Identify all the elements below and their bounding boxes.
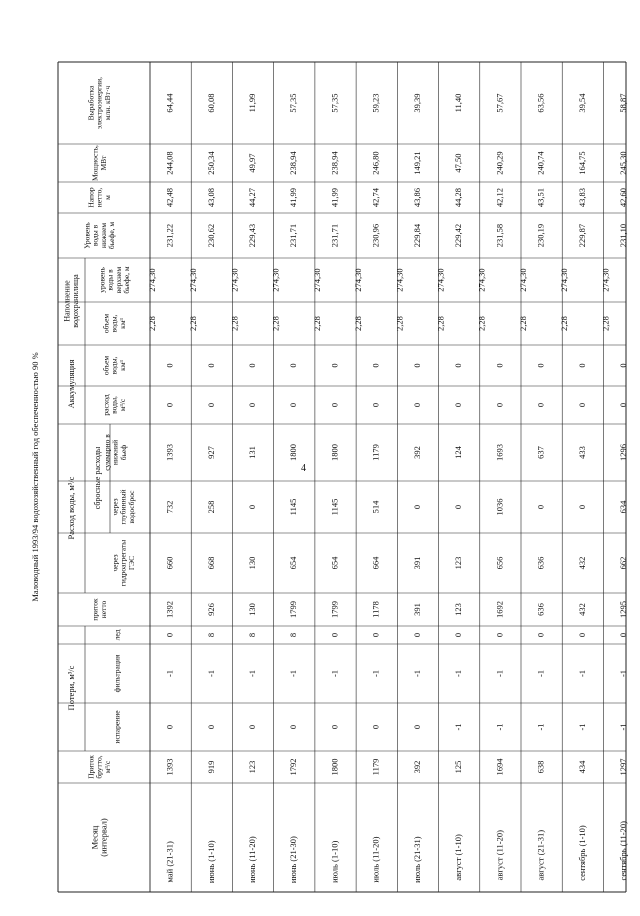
cell-units: 391	[411, 556, 422, 570]
header-deep: через	[110, 498, 120, 516]
cell-energy: 64,44	[164, 93, 175, 113]
cell-total: 927	[205, 446, 216, 459]
cell-units: 660	[164, 556, 175, 570]
cell-inflow-gross: 434	[576, 760, 587, 774]
header-head: нетто,	[94, 187, 104, 208]
header-filtration: фильтрация	[112, 654, 122, 693]
cell-hw-level: 274,30	[600, 268, 611, 292]
cell-units: 130	[247, 556, 258, 570]
cell-deep: 0	[411, 504, 422, 510]
cell-total: 433	[576, 446, 587, 459]
header-accum-flow: расход	[101, 394, 111, 416]
cell-month: июль (1-10)	[329, 840, 340, 883]
header-losses: Потери, м³/с	[65, 665, 76, 711]
cell-ice: 0	[329, 632, 340, 638]
cell-inflow-gross: 1393	[164, 758, 175, 776]
header-tw-level: Уровень	[82, 222, 92, 249]
cell-filtration: -1	[370, 669, 381, 678]
cell-hw-level: 274,30	[188, 268, 199, 292]
cell-power: 238,94	[288, 151, 299, 175]
header-total: суммарно в	[102, 434, 112, 471]
cell-filtration: -1	[329, 669, 340, 678]
cell-accum-volume: 0	[453, 363, 464, 368]
cell-head: 42,60	[618, 187, 629, 208]
cell-inflow-net: 926	[205, 603, 216, 616]
header-accumulation: Аккумуляция	[65, 359, 76, 409]
cell-filtration: -1	[411, 669, 422, 678]
cell-inflow-net: 1392	[164, 601, 175, 618]
cell-head: 42,48	[164, 187, 175, 208]
cell-power: 250,34	[205, 151, 216, 175]
header-flow: Расход воды, м³/с	[65, 476, 76, 540]
header-units: гидроагрегаты	[118, 539, 128, 587]
cell-month: август (11-20)	[494, 830, 505, 881]
cell-deep: 0	[535, 504, 546, 510]
cell-tw-level: 230,19	[535, 223, 546, 248]
cell-inflow-gross: 392	[411, 760, 422, 774]
header-month: Месяц	[89, 825, 100, 850]
cell-month: июль (21-31)	[411, 836, 422, 883]
cell-deep: 634	[618, 500, 629, 514]
cell-accum-flow: 0	[494, 402, 505, 408]
cell-units: 668	[205, 556, 216, 570]
cell-units: 656	[494, 556, 505, 570]
cell-fill-volume: 2,28	[229, 316, 240, 331]
cell-ice: 0	[576, 632, 587, 638]
cell-head: 43,86	[411, 187, 422, 208]
header-filling: Наполнение	[62, 280, 72, 322]
header-energy: электроэнергии,	[94, 77, 104, 129]
cell-fill-volume: 2,28	[146, 316, 157, 331]
header-accum-volume: км³	[117, 360, 127, 371]
cell-evaporation: 0	[164, 724, 175, 730]
cell-total: 1800	[288, 444, 299, 461]
cell-fill-volume: 2,28	[435, 316, 446, 331]
cell-energy: 63,56	[535, 93, 546, 113]
cell-total: 1296	[618, 444, 629, 461]
cell-tw-level: 229,43	[247, 223, 258, 248]
cell-inflow-gross: 919	[205, 760, 216, 774]
cell-inflow-gross: 638	[535, 760, 546, 774]
cell-inflow-net: 391	[411, 603, 422, 616]
cell-hw-level: 274,30	[353, 268, 364, 292]
cell-inflow-net: 1799	[288, 601, 299, 618]
cell-filtration: -1	[164, 669, 175, 678]
cell-month: июнь (21-30)	[288, 836, 299, 884]
cell-filtration: -1	[576, 669, 587, 678]
cell-tw-level: 229,42	[453, 223, 464, 248]
cell-power: 164,75	[576, 151, 587, 175]
header-power: МВт	[98, 155, 108, 171]
header-units: через	[110, 554, 120, 572]
cell-month: июнь (1-10)	[205, 840, 216, 884]
cell-evaporation: -1	[535, 723, 546, 731]
cell-units: 123	[453, 556, 464, 570]
header-filling: водохранилища	[71, 274, 81, 328]
cell-accum-volume: 0	[288, 363, 299, 368]
cell-inflow-net: 636	[535, 603, 546, 616]
cell-filtration: -1	[494, 669, 505, 678]
cell-head: 42,12	[494, 187, 505, 208]
cell-filtration: -1	[535, 669, 546, 678]
cell-total: 1393	[164, 444, 175, 461]
cell-ice: 0	[453, 632, 464, 638]
cell-accum-flow: 0	[576, 402, 587, 408]
cell-units: 664	[370, 556, 381, 570]
cell-power: 244,08	[164, 151, 175, 175]
cell-deep: 0	[453, 504, 464, 510]
cell-power: 245,30	[618, 151, 629, 175]
cell-tw-level: 230,96	[370, 223, 381, 248]
rotated-table	[30, 62, 640, 892]
header-power: Мощность,	[90, 145, 100, 181]
cell-power: 49,97	[247, 153, 258, 173]
cell-units: 432	[576, 556, 587, 570]
cell-fill-volume: 2,28	[559, 316, 570, 331]
cell-month: июль (11-20)	[370, 836, 381, 883]
header-inflow-gross: брутто,	[94, 755, 104, 779]
cell-ice: 8	[288, 632, 299, 638]
cell-evaporation: -1	[453, 723, 464, 731]
cell-hw-level: 274,30	[435, 268, 446, 292]
cell-month: сентябрь (11-20)	[618, 821, 629, 881]
cell-accum-flow: 0	[164, 402, 175, 408]
cell-energy: 59,23	[370, 93, 381, 113]
header-fill-volume: воды,	[109, 314, 119, 333]
cell-total: 1693	[494, 444, 505, 462]
cell-total: 1179	[370, 444, 381, 461]
cell-tw-level: 230,62	[205, 223, 216, 248]
header-hw-level: уровень	[97, 267, 107, 293]
cell-deep: 0	[247, 504, 258, 510]
cell-fill-volume: 2,28	[517, 316, 528, 331]
cell-deep: 514	[370, 500, 381, 514]
cell-fill-volume: 2,28	[476, 316, 487, 331]
cell-ice: 0	[370, 632, 381, 638]
header-accum-flow: м³/с	[117, 398, 127, 412]
cell-hw-level: 274,30	[311, 268, 322, 292]
cell-inflow-gross: 1694	[494, 758, 505, 776]
cell-inflow-net: 130	[247, 603, 258, 616]
cell-month: август (21-31)	[535, 829, 546, 881]
header-total: бьеф	[118, 444, 128, 461]
cell-deep: 732	[164, 500, 175, 514]
cell-tw-level: 229,84	[411, 223, 422, 248]
cell-accum-flow: 0	[329, 402, 340, 408]
cell-head: 43,51	[535, 187, 546, 208]
cell-accum-volume: 0	[576, 363, 587, 368]
cell-accum-flow: 0	[288, 402, 299, 408]
header-deep: глубинный	[118, 489, 128, 525]
cell-tw-level: 231,71	[329, 223, 340, 248]
cell-tw-level: 231,71	[288, 223, 299, 248]
cell-evaporation: 0	[370, 724, 381, 730]
cell-inflow-gross: 1792	[288, 758, 299, 776]
cell-hw-level: 274,30	[517, 268, 528, 292]
cell-energy: 57,35	[329, 93, 340, 113]
cell-head: 43,83	[576, 187, 587, 208]
cell-evaporation: -1	[576, 723, 587, 731]
header-total: нижний	[110, 439, 120, 466]
cell-hw-level: 274,30	[559, 268, 570, 292]
cell-total: 131	[247, 446, 258, 459]
cell-accum-volume: 0	[370, 363, 381, 368]
header-tw-level: воды в	[90, 224, 100, 247]
cell-filtration: -1	[618, 669, 629, 678]
cell-head: 41,99	[329, 187, 340, 208]
cell-inflow-net: 1178	[370, 601, 381, 618]
cell-deep: 258	[205, 500, 216, 514]
cell-evaporation: 0	[411, 724, 422, 730]
cell-accum-volume: 0	[535, 363, 546, 368]
header-inflow-gross: м³/с	[102, 760, 112, 774]
cell-power: 240,29	[494, 151, 505, 175]
header-energy: млн. кВт·ч	[102, 85, 112, 121]
header-accum-volume: воды,	[109, 356, 119, 375]
cell-energy: 57,67	[494, 93, 505, 113]
header-hw-level: бьефе, м	[122, 266, 132, 294]
cell-hw-level: 274,30	[394, 268, 405, 292]
header-discharge: сбросные расходы	[92, 446, 102, 510]
cell-filtration: -1	[288, 669, 299, 678]
cell-hw-level: 274,30	[229, 268, 240, 292]
header-inflow-net: нетто	[98, 600, 108, 619]
cell-accum-volume: 0	[164, 363, 175, 368]
cell-inflow-gross: 1800	[329, 758, 340, 776]
cell-hw-level: 274,30	[476, 268, 487, 292]
cell-energy: 39,39	[411, 93, 422, 113]
page-number: 4	[301, 463, 306, 474]
cell-tw-level: 231,10	[618, 223, 629, 248]
cell-accum-flow: 0	[618, 402, 629, 408]
cell-power: 149,21	[411, 151, 422, 175]
cell-accum-flow: 0	[535, 402, 546, 408]
document-title: Маловодный 1993/94 водохозяйственный год обеспеченностью 90 %	[29, 352, 40, 602]
cell-units: 662	[618, 556, 629, 570]
cell-power: 246,80	[370, 151, 381, 175]
cell-month: июнь (11-20)	[247, 836, 258, 883]
cell-ice: 0	[164, 632, 175, 638]
cell-head: 43,08	[205, 187, 216, 208]
cell-month: май (21-31)	[164, 841, 175, 883]
cell-deep: 1036	[494, 498, 505, 516]
cell-accum-volume: 0	[411, 363, 422, 368]
cell-inflow-net: 1799	[329, 601, 340, 618]
cell-hw-level: 274,30	[146, 268, 157, 292]
cell-fill-volume: 2,28	[600, 316, 611, 331]
cell-evaporation: -1	[494, 723, 505, 731]
cell-fill-volume: 2,28	[188, 316, 199, 331]
cell-inflow-gross: 123	[247, 760, 258, 774]
cell-units: 654	[329, 556, 340, 570]
cell-evaporation: 0	[329, 724, 340, 730]
header-energy: Выработка	[86, 85, 96, 121]
cell-fill-volume: 2,28	[311, 316, 322, 331]
cell-inflow-net: 1295	[618, 601, 629, 618]
cell-power: 238,94	[329, 151, 340, 175]
cell-inflow-net: 123	[453, 603, 464, 616]
header-head: Напор	[86, 187, 96, 208]
cell-units: 654	[288, 556, 299, 570]
header-tw-level: нижнем	[98, 222, 108, 249]
header-accum-volume: объем	[101, 355, 111, 376]
cell-month: август (1-10)	[453, 834, 464, 881]
header-ice: лед	[112, 629, 122, 641]
cell-energy: 58,87	[618, 93, 629, 113]
header-deep: водосброс	[126, 490, 136, 524]
cell-fill-volume: 2,28	[270, 316, 281, 331]
cell-ice: 0	[535, 632, 546, 638]
cell-inflow-net: 432	[576, 603, 587, 616]
header-fill-volume: км³	[117, 318, 127, 329]
cell-total: 124	[453, 446, 464, 459]
cell-head: 41,99	[288, 187, 299, 208]
cell-inflow-gross: 1297	[618, 758, 629, 776]
cell-accum-volume: 0	[247, 363, 258, 368]
cell-accum-flow: 0	[453, 402, 464, 408]
cell-energy: 57,35	[288, 93, 299, 113]
header-inflow-net: приток	[90, 598, 100, 621]
cell-units: 636	[535, 556, 546, 570]
cell-head: 42,74	[370, 187, 381, 208]
cell-accum-flow: 0	[370, 402, 381, 408]
cell-ice: 8	[247, 632, 258, 638]
cell-fill-volume: 2,28	[394, 316, 405, 331]
cell-energy: 11,99	[247, 93, 258, 113]
cell-tw-level: 231,58	[494, 223, 505, 248]
cell-deep: 0	[576, 504, 587, 510]
cell-evaporation: 0	[288, 724, 299, 730]
cell-head: 44,27	[247, 187, 258, 208]
header-hw-level: воды в	[105, 269, 115, 291]
cell-filtration: -1	[247, 669, 258, 678]
cell-power: 47,50	[453, 153, 464, 173]
cell-fill-volume: 2,28	[353, 316, 364, 331]
cell-inflow-gross: 1179	[370, 758, 381, 776]
cell-accum-volume: 0	[329, 363, 340, 368]
cell-ice: 0	[618, 632, 629, 638]
cell-ice: 0	[411, 632, 422, 638]
cell-filtration: -1	[205, 669, 216, 678]
cell-accum-volume: 0	[205, 363, 216, 368]
cell-power: 240,74	[535, 151, 546, 175]
cell-evaporation: -1	[618, 723, 629, 731]
cell-hw-level: 274,30	[270, 268, 281, 292]
cell-accum-flow: 0	[411, 402, 422, 408]
cell-accum-flow: 0	[247, 402, 258, 408]
cell-energy: 60,08	[205, 93, 216, 113]
header-hw-level: верхнем	[113, 266, 123, 294]
cell-accum-volume: 0	[618, 363, 629, 368]
cell-evaporation: 0	[247, 724, 258, 730]
header-head: м	[102, 195, 112, 200]
cell-total: 1800	[329, 444, 340, 461]
header-fill-volume: объем	[101, 313, 111, 334]
cell-tw-level: 229,87	[576, 223, 587, 248]
cell-ice: 8	[205, 632, 216, 638]
header-inflow-gross: Приток	[86, 755, 96, 779]
cell-deep: 1145	[329, 498, 340, 516]
cell-head: 44,28	[453, 187, 464, 208]
header-evaporation: испарение	[112, 710, 122, 744]
cell-deep: 1145	[288, 498, 299, 516]
cell-energy: 11,40	[453, 93, 464, 113]
cell-filtration: -1	[453, 669, 464, 678]
cell-inflow-gross: 125	[453, 760, 464, 774]
cell-tw-level: 231,22	[164, 223, 175, 248]
header-units: ГЭС	[126, 555, 136, 571]
cell-energy: 39,54	[576, 93, 587, 113]
header-accum-flow: воды,	[109, 396, 119, 414]
cell-ice: 0	[494, 632, 505, 638]
header-tw-level: бьефе, м	[107, 221, 117, 250]
cell-total: 637	[535, 446, 546, 459]
header-month: (интервал)	[98, 818, 109, 857]
cell-evaporation: 0	[205, 724, 216, 730]
cell-accum-flow: 0	[205, 402, 216, 408]
cell-inflow-net: 1692	[494, 601, 505, 618]
cell-month: сентябрь (1-10)	[576, 825, 587, 881]
cell-total: 392	[411, 446, 422, 459]
cell-accum-volume: 0	[494, 363, 505, 368]
